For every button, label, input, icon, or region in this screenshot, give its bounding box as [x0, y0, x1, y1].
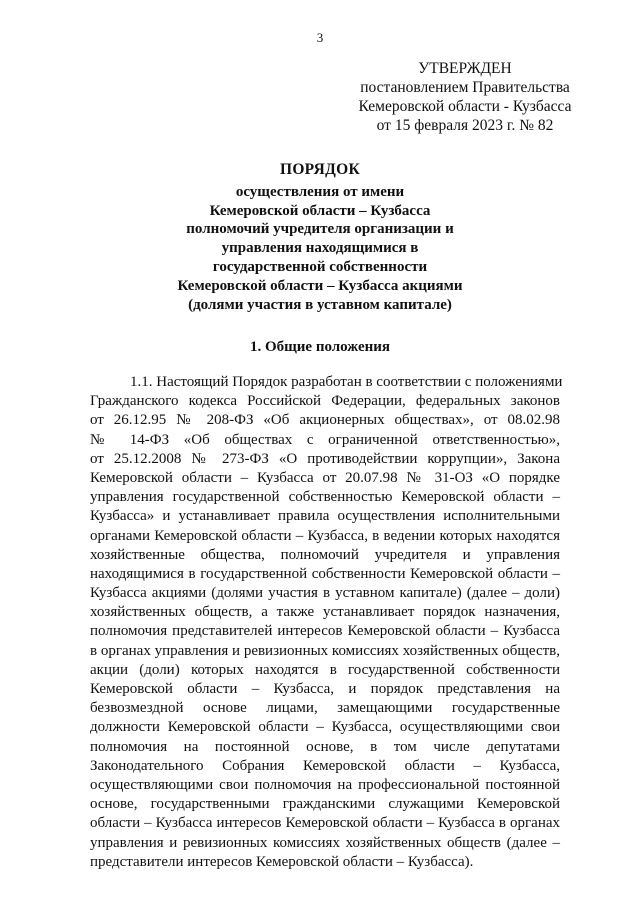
- paragraph-line: находящимися в государственной собственности Кемеровской области –: [90, 565, 560, 582]
- document-title-line: осуществления от имени: [235, 183, 405, 200]
- approval-line-1: постановлением Правительства: [360, 79, 570, 96]
- document-title: [120, 161, 520, 314]
- document-title-line: Кемеровской области – Кузбасса акциями: [177, 277, 463, 294]
- document-title-line: (долями участия в уставном капитале): [188, 296, 452, 313]
- paragraph-line: основе, государственными гражданскими служащими Кемеровской: [90, 796, 560, 813]
- paragraph-line: полномочия на постоянной основе, в том числе депутатами: [90, 738, 560, 755]
- paragraph-line: Кемеровской области – Кузбасса, и порядок представления на: [90, 681, 560, 697]
- approval-word: УТВЕРЖДЕН: [418, 60, 512, 77]
- paragraph-line: Кузбасса» и устанавливает правила осуществления исполнительными: [90, 508, 560, 525]
- page-number: 3: [316, 30, 324, 45]
- document-title-line: управления находящимися в: [221, 240, 419, 257]
- paragraph-line: представители интересов Кемеровской области – Кузбасса).: [90, 853, 474, 870]
- approval-line-3: от 15 февраля 2023 г. № 82: [376, 117, 554, 134]
- paragraph-line: от 25.12.2008 № 273-ФЗ «О противодействии коррупции», Закона: [90, 450, 560, 467]
- document-title-line: полномочий учредителя организации и: [186, 221, 454, 238]
- paragraph-line: безвозмездной основе лицами, замещающими государственные: [90, 700, 560, 717]
- approval-line-2: Кемеровской области - Кузбасса: [358, 98, 572, 115]
- paragraph-line: управления и ревизионных комиссиях хозяйственных обществ (далее –: [90, 834, 560, 851]
- paragraph-line: должности Кемеровской области – Кузбасса, осуществляющими свои: [90, 719, 560, 736]
- paragraph-line: в органах управления и ревизионных комиссиях хозяйственных обществ,: [90, 642, 560, 659]
- document-title-line: государственной собственности: [212, 258, 428, 275]
- paragraph-line: Кузбасса акциями (долями участия в уставном капитале) (далее – доли): [90, 585, 560, 602]
- paragraph-line: хозяйственных обществ, а также устанавливает порядок назначения,: [90, 604, 560, 621]
- paragraph-line: области – Кузбасса интересов Кемеровской области – Кузбасса в органах: [90, 815, 560, 832]
- approval-stamp: [330, 59, 600, 135]
- paragraph-line: осуществляющими свои полномочия на профессиональной постоянной: [90, 776, 560, 793]
- paragraph-line: Законодательного Собрания Кемеровской области – Кузбасса,: [90, 757, 560, 774]
- paragraph-line: от 26.12.95 № 208-ФЗ «Об акционерных обществах», от 08.02.98: [90, 412, 560, 429]
- paragraph-line: Гражданского кодекса Российской Федерации, федеральных законов: [90, 393, 560, 410]
- paragraph-line: акции (доли) которых находятся в государственной собственности: [90, 661, 560, 678]
- paragraph-line: Кемеровской области – Кузбасса от 20.07.98 № 31-ОЗ «О порядке: [90, 469, 560, 486]
- paragraph-line: № 14-ФЗ «Об обществах с ограниченной ответственностью»,: [90, 431, 560, 448]
- paragraph-1-1: [90, 373, 563, 872]
- paragraph-line: полномочия представителей интересов Кемеровской области – Кузбасса: [90, 623, 560, 640]
- paragraph-line: 1.1. Настоящий Порядок разработан в соответствии с положениями: [130, 374, 563, 390]
- paragraph-line: органами Кемеровской области – Кузбасса, в ведении которых находятся: [90, 527, 560, 544]
- section-heading: 1. Общие положения: [249, 339, 391, 355]
- paragraph-line: управления государственной собственностью Кемеровской области –: [90, 489, 560, 506]
- paragraph-line: хозяйственные общества, полномочий учредителя и управления: [90, 546, 560, 563]
- document-title-line: Кемеровской области – Кузбасса: [209, 202, 431, 219]
- document-title-main: ПОРЯДОК: [279, 161, 361, 178]
